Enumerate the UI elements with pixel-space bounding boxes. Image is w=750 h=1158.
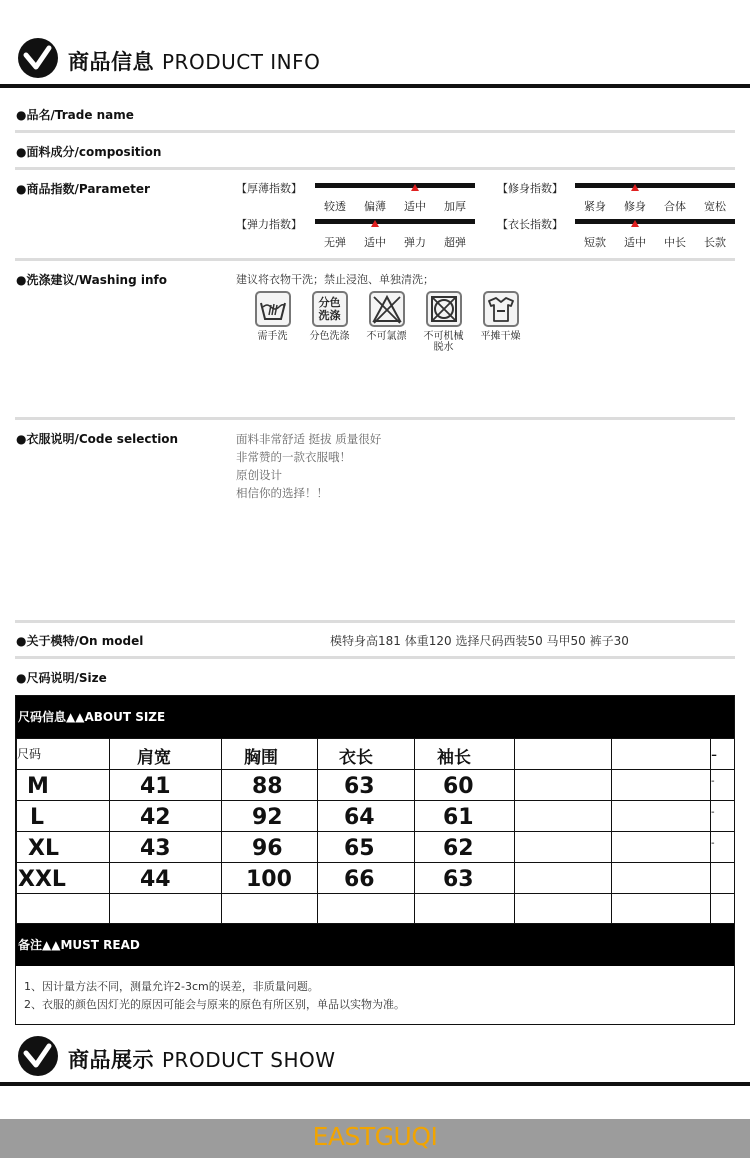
header-rule: [0, 84, 750, 88]
trade-name-label: ●品名/Trade name: [16, 108, 134, 122]
on-model-label: ●关于模特/On model: [16, 634, 144, 648]
table-row: XXL 44 100 66 63: [17, 863, 735, 894]
fit-options: 紧身 修身 合体 宽松: [584, 200, 726, 213]
brand-name: EASTGUQI: [312, 1122, 438, 1151]
fit-marker: [631, 184, 639, 191]
table-row-empty: [17, 894, 735, 924]
no-bleach-icon: [369, 291, 405, 327]
divider: [15, 167, 735, 170]
model-info: 模特身高181 体重120 选择尺码西装50 马甲50 裤子30: [330, 634, 629, 648]
brand-banner: [0, 1119, 750, 1158]
size-band: 尺码信息▲▲ABOUT SIZE: [16, 696, 734, 738]
notes-band: 备注▲▲MUST READ: [16, 924, 734, 966]
separate-wash: 分色洗涤 分色洗涤: [301, 291, 358, 353]
product-show-header: [0, 1034, 750, 1086]
no-bleach: 不可氯漂: [358, 291, 415, 353]
header-rule: [0, 1082, 750, 1086]
washing-icons: [244, 291, 529, 353]
notes-text: 1、因计量方法不同，测量允许2-3cm的误差，非质量问题。 2、衣服的颜色因灯光的原因可能会与原来的原色有所区别，单品以实物为准。: [24, 980, 405, 1011]
table-row: L 42 92 64 61 -: [17, 801, 735, 832]
size-label: ●尺码说明/Size: [16, 671, 107, 685]
composition-label: ●面料成分/composition: [16, 145, 162, 159]
divider: [15, 130, 735, 133]
thickness-marker: [411, 184, 419, 191]
divider: [15, 258, 735, 261]
parameter-label: ●商品指数/Parameter: [16, 182, 150, 196]
elasticity-options: 无弹 适中 弹力 超弹: [324, 236, 466, 249]
table-header-row: 尺码 肩宽 胸围 衣长 袖长 -: [17, 739, 735, 770]
flat-dry-icon: [483, 291, 519, 327]
product-info-header: [0, 36, 750, 88]
no-tumble-dry: 不可机械脱水: [415, 291, 472, 353]
separate-wash-icon: 分色洗涤: [312, 291, 348, 327]
washing-note: 建议将衣物干洗；禁止浸泡、单独清洗；: [236, 273, 434, 286]
table-row: XL 43 96 65 62 -: [17, 832, 735, 863]
section-title: 商品展示 PRODUCT SHOW: [68, 1048, 336, 1072]
no-tumble-dry-icon: [426, 291, 462, 327]
size-block: [15, 695, 735, 1025]
brand-check-icon: [18, 38, 58, 78]
code-description: 面料非常舒适 挺拔 质量很好 非常赞的一款衣服哦！ 原创设计 相信你的选择！！: [236, 432, 382, 500]
length-marker: [631, 220, 639, 227]
table-row: M 41 88 63 60 -: [17, 770, 735, 801]
size-table: [16, 738, 735, 924]
hand-wash-icon: [255, 291, 291, 327]
washing-label: ●洗涤建议/Washing info: [16, 273, 167, 287]
section-title: 商品信息 PRODUCT INFO: [68, 50, 321, 74]
hand-wash: 需手洗: [244, 291, 301, 353]
flat-dry: 平摊干燥: [472, 291, 529, 353]
elasticity-marker: [371, 220, 379, 227]
code-selection-label: ●衣服说明/Code selection: [16, 432, 179, 446]
brand-check-icon: [18, 1036, 58, 1076]
divider: [15, 620, 735, 623]
length-options: 短款 适中 中长 长款: [584, 236, 726, 249]
divider: [15, 417, 735, 420]
thickness-options: 较透 偏薄 适中 加厚: [324, 200, 466, 213]
divider: [15, 656, 735, 659]
